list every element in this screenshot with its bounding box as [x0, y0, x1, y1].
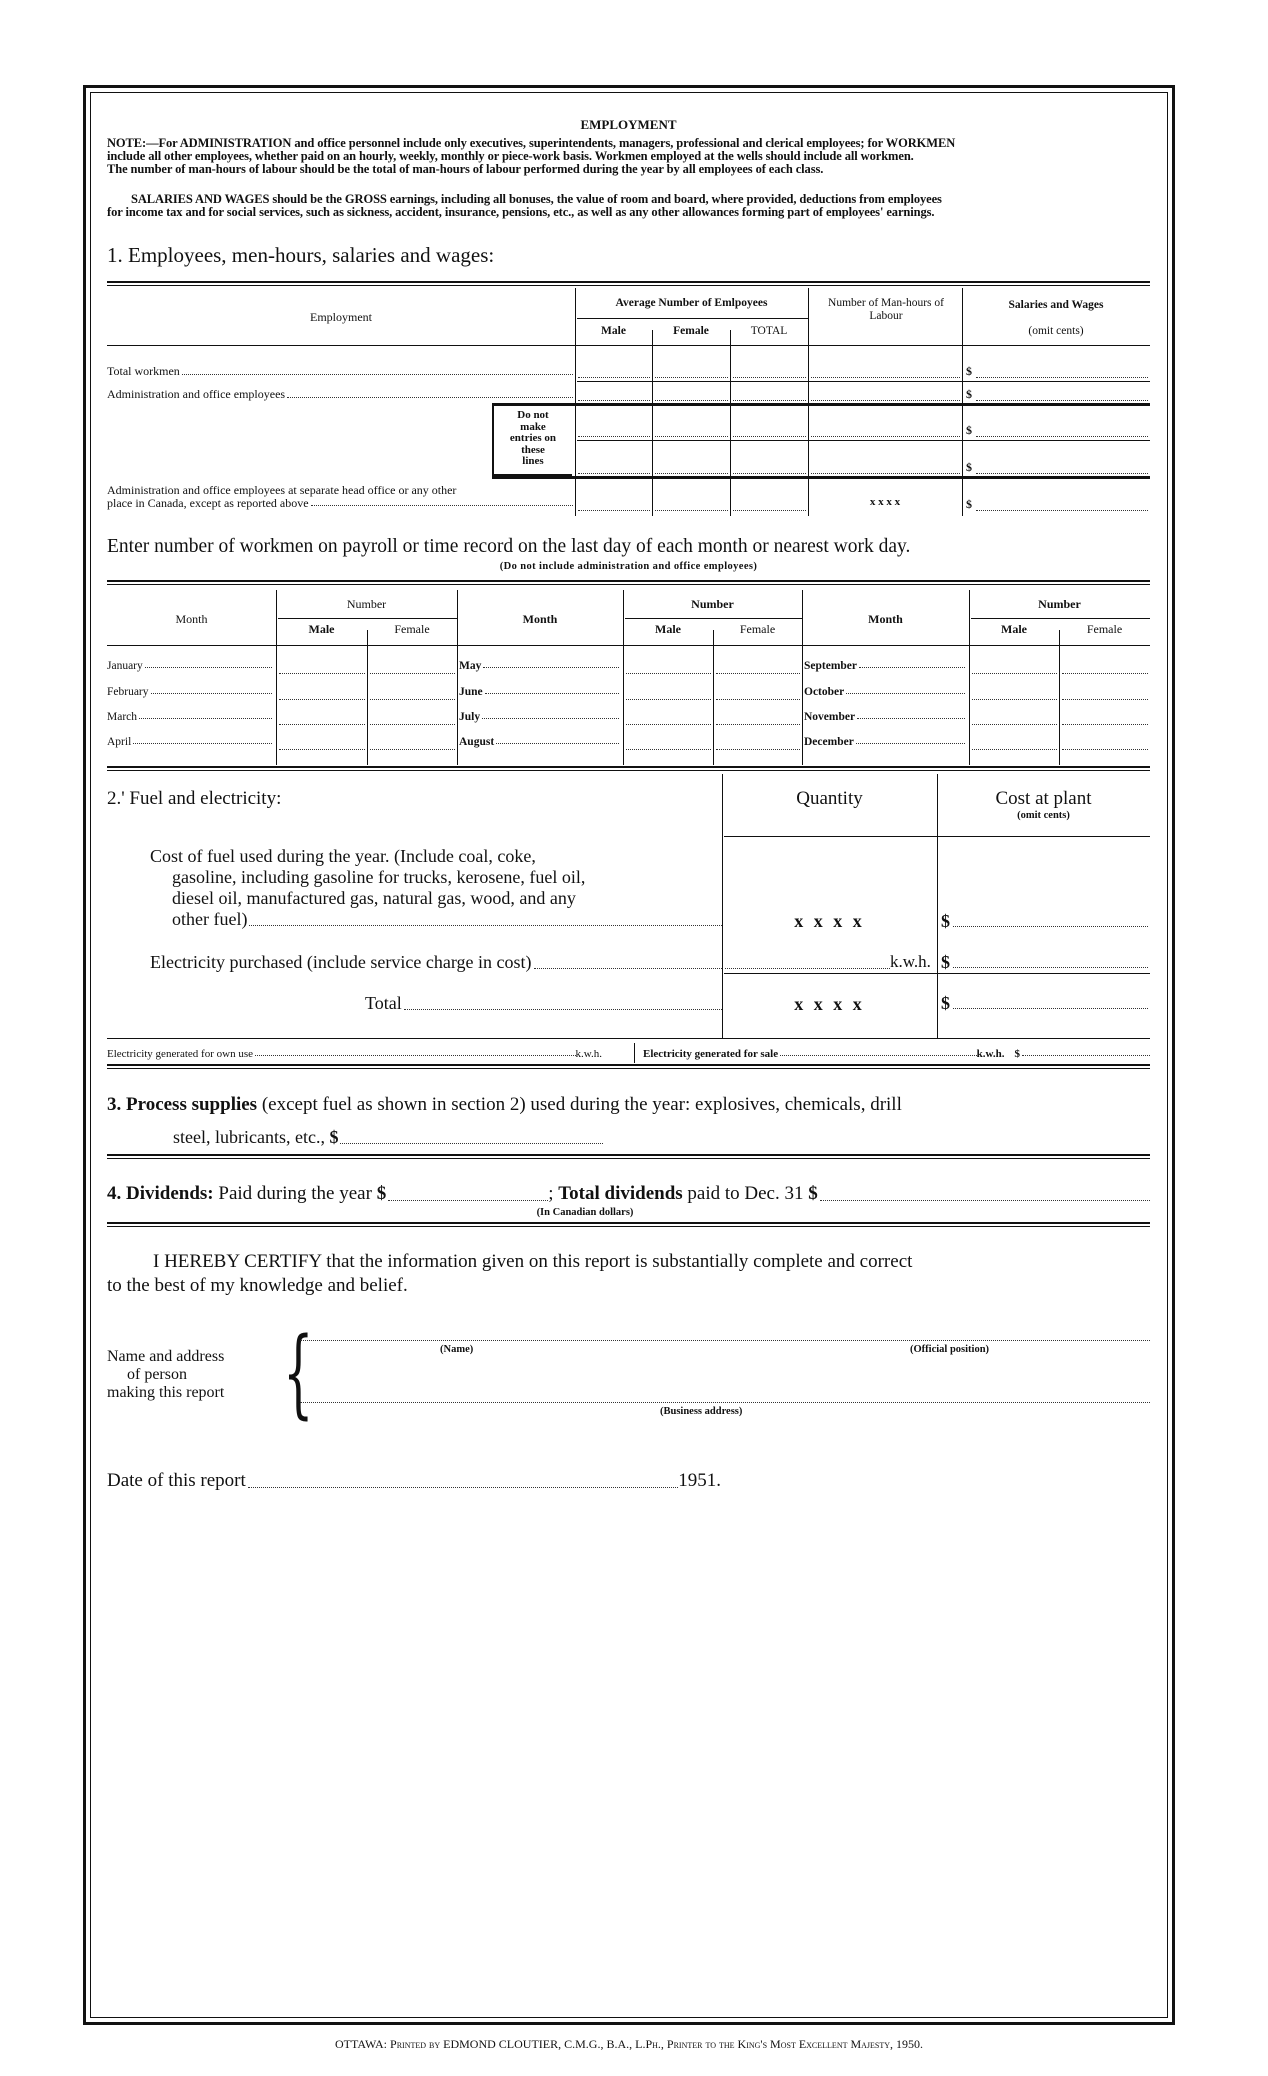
admin-male-field[interactable] — [578, 400, 650, 401]
month-col-divider — [969, 590, 970, 765]
certify-line-2: to the best of my knowledge and belief. — [107, 1275, 408, 1296]
generated-for-sale-row — [643, 1048, 1150, 1060]
note-block — [107, 137, 1167, 176]
report-date-label: Date of this report — [107, 1470, 246, 1491]
september-female-field[interactable] — [1062, 673, 1148, 674]
electricity-quantity-field[interactable] — [725, 968, 890, 969]
month-row-label — [459, 736, 619, 748]
month-row-label — [804, 736, 965, 748]
fuel-line-1: Cost of fuel used during the year. (Include coal, coke, — [150, 846, 536, 866]
note-line-1: NOTE:—For ADMINISTRATION and office personnel include only executives, superintendents, managers, professional and clerical employees; for WORKMEN — [107, 136, 956, 150]
kwh-unit: k.w.h. — [890, 952, 931, 971]
head-office-total-field[interactable] — [733, 510, 806, 511]
leader-dots — [534, 968, 723, 969]
july-male-field[interactable] — [626, 724, 711, 725]
business-address-caption: (Business address) — [660, 1406, 743, 1417]
salaries-note-block — [107, 193, 1167, 219]
february-female-field[interactable] — [370, 699, 455, 700]
month-name: July — [459, 711, 481, 723]
note-line-3: The number of man-hours of labour should be the total of man-hours of labour performed during the year by all employees of each class. — [107, 162, 824, 176]
section-4-row: 4. Dividends: Paid during the year $ ; Total dividends paid to Dec. 31 $ — [107, 1183, 1150, 1205]
payroll-instruction: Enter number of workmen on payroll or time record on the last day of each month or nearest work day. — [107, 536, 911, 557]
month-name: June — [459, 686, 483, 698]
table1-header-employment: Employment — [310, 310, 372, 324]
signature-label-line-1: Name and address — [107, 1348, 225, 1365]
september-male-field[interactable] — [972, 673, 1057, 674]
currency-symbol: $ — [966, 364, 972, 378]
april-male-field[interactable] — [279, 749, 365, 750]
table1-row-thick-rule — [492, 476, 1150, 479]
currency-symbol: $ — [966, 460, 972, 474]
section2-generated-bottom-rule — [107, 1064, 1150, 1069]
do-not-text: entries on — [509, 432, 557, 444]
blocked-row-1-female-field — [655, 436, 728, 437]
table1-header-total: TOTAL — [750, 325, 788, 337]
report-date-field[interactable] — [248, 1487, 678, 1488]
june-female-field[interactable] — [716, 699, 800, 700]
do-not-text: Do not — [517, 409, 549, 421]
month-table-bottom-rule — [107, 766, 1150, 771]
november-male-field[interactable] — [972, 724, 1057, 725]
section-4-heading: 4. Dividends: — [107, 1183, 214, 1204]
name-position-field[interactable] — [300, 1340, 1150, 1341]
january-female-field[interactable] — [370, 673, 455, 674]
leader-dots — [846, 693, 965, 694]
section2-header-rule — [724, 836, 1150, 837]
table1-header-male: Male — [601, 325, 626, 337]
leader-dots — [287, 397, 573, 398]
currency-symbol: $ — [941, 911, 950, 931]
total-workmen-female-field[interactable] — [655, 377, 728, 378]
section-3-text-line-2: steel, lubricants, etc., — [173, 1127, 325, 1147]
february-male-field[interactable] — [279, 699, 365, 700]
signature-label — [107, 1348, 277, 1402]
report-date-year: 1951. — [678, 1470, 721, 1491]
month-header: Month — [522, 612, 558, 626]
table1-header-bottom-rule — [107, 345, 1150, 346]
month-name: March — [107, 711, 138, 723]
table1-col-divider — [962, 288, 963, 516]
electricity-cost-field[interactable] — [953, 967, 1148, 968]
leader-dots — [496, 743, 619, 744]
month-header: Month — [175, 612, 208, 626]
blocked-row-2-female-field — [655, 473, 728, 474]
table1-header-omit-cents: (omit cents) — [1028, 325, 1084, 337]
month-name: September — [804, 660, 858, 672]
certification-text — [107, 1250, 1157, 1298]
official-position-caption: (Official position) — [910, 1344, 990, 1355]
section-3-number: 3. — [107, 1094, 122, 1115]
fuel-total-row — [365, 993, 722, 1014]
table1-header-avg-employees: Average Number of Emlpoyees — [615, 297, 768, 309]
process-supplies-row — [173, 1127, 603, 1148]
admin-total-field[interactable] — [733, 400, 806, 401]
fuel-cost-field[interactable] — [953, 926, 1148, 927]
table1-col-divider — [652, 330, 653, 516]
section-1-heading: 1. Employees, men-hours, salaries and wages: — [107, 243, 495, 267]
currency-symbol: $ — [1014, 1048, 1020, 1060]
leader-dots — [485, 693, 619, 694]
section-3-title: Process supplies — [126, 1094, 258, 1115]
month-row-label — [804, 686, 965, 698]
total-workmen-total-field[interactable] — [733, 377, 806, 378]
row-label: Total workmen — [107, 364, 180, 378]
leader-dots — [311, 505, 573, 506]
currency-symbol: $ — [966, 497, 972, 511]
table1-row-rule — [577, 440, 1150, 441]
generated-for-sale-cost-field[interactable] — [1022, 1055, 1150, 1056]
december-female-field[interactable] — [1062, 749, 1148, 750]
number-subrule — [625, 618, 802, 619]
currency-symbol: $ — [941, 993, 950, 1013]
december-male-field[interactable] — [972, 749, 1057, 750]
month-name: February — [107, 686, 149, 698]
printer-footer: OTTAWA: Printed by EDMOND CLOUTIER, C.M.G., B.A., L.Ph., Printer to the King's Most Excellent Majesty, 1950. — [334, 2037, 924, 2051]
generated-for-sale-kwh-field[interactable] — [780, 1055, 977, 1056]
section-2-heading: 2.' Fuel and electricity: — [107, 788, 282, 809]
cost-at-plant-header: Cost at plant — [995, 788, 1092, 809]
month-row-label — [804, 660, 965, 672]
generated-own-use-field[interactable] — [255, 1055, 576, 1056]
brace-icon: { — [283, 1317, 314, 1429]
row-label: Administration and office employees — [107, 387, 286, 401]
dividends-paid-label: Paid during the year — [218, 1183, 372, 1204]
male-header: Male — [308, 622, 335, 636]
dividends-currency-note: (In Canadian dollars) — [536, 1207, 634, 1218]
admin-salaries-field[interactable] — [976, 400, 1148, 401]
process-supplies-field[interactable] — [340, 1143, 603, 1144]
table1-row-total-workmen — [107, 364, 573, 379]
table1-row-head-office — [107, 484, 573, 510]
table1-header-female: Female — [673, 325, 709, 337]
month-header: Month — [868, 612, 903, 626]
section3-bottom-rule — [107, 1154, 1150, 1159]
table1-col-divider — [730, 330, 731, 516]
row-label-line-1: Administration and office employees at separate head office or any other — [107, 483, 457, 497]
month-row-label — [107, 686, 272, 698]
page-title: EMPLOYMENT — [580, 117, 677, 132]
august-female-field[interactable] — [716, 749, 800, 750]
table1-row-administration — [107, 387, 573, 402]
business-address-field[interactable] — [300, 1402, 1150, 1403]
manhours-not-applicable: x x x x — [869, 496, 901, 508]
fuel-line-4: other fuel) — [172, 909, 248, 929]
head-office-salaries-field[interactable] — [976, 510, 1148, 511]
generated-own-use-row — [107, 1048, 602, 1060]
note-line-2: include all other employees, whether paid on an hourly, weekly, monthly or piece-work basis. Workmen employed at the wells should include all workmen. — [107, 149, 914, 163]
number-header: Number — [1038, 597, 1081, 611]
august-male-field[interactable] — [626, 749, 711, 750]
female-header: Female — [394, 622, 430, 636]
leader-dots — [139, 718, 272, 719]
do-not-make-entries-box — [492, 403, 572, 476]
table1-row-rule — [577, 381, 1150, 382]
october-female-field[interactable] — [1062, 699, 1148, 700]
total-workmen-salaries-field[interactable] — [976, 377, 1148, 378]
head-office-male-field[interactable] — [578, 510, 650, 511]
table1-col-divider — [575, 288, 576, 516]
leader-dots — [859, 667, 965, 668]
month-row-label — [459, 660, 619, 672]
june-male-field[interactable] — [626, 699, 711, 700]
row-label-line-2-wrap — [107, 497, 573, 510]
month-row-label — [459, 686, 619, 698]
month-col-divider — [276, 590, 277, 765]
male-header: Male — [1001, 622, 1027, 636]
payroll-sub-instruction: (Do not include administration and office employees) — [499, 561, 758, 572]
total-workmen-manhours-field[interactable] — [811, 377, 960, 378]
month-name: December — [804, 736, 854, 748]
signature-label-line-3: making this report — [107, 1384, 225, 1401]
fuel-quantity-not-applicable: x x x x — [794, 911, 865, 931]
fuel-total-cost-field[interactable] — [953, 1008, 1148, 1009]
generated-own-use-label: Electricity generated for own use — [107, 1048, 253, 1060]
month-name: October — [804, 686, 845, 698]
blocked-row-1-total-field — [733, 436, 806, 437]
section4-bottom-rule — [107, 1222, 1150, 1227]
generated-divider — [634, 1043, 635, 1063]
table1-header-manhours: Number of Man-hours of Labour — [828, 297, 944, 322]
section-3-heading — [107, 1094, 1157, 1116]
number-header: Number — [346, 597, 387, 611]
blocked-row-2-male-field — [578, 473, 650, 474]
month-col-divider — [623, 590, 624, 765]
currency-symbol: $ — [808, 1183, 818, 1204]
currency-symbol: $ — [966, 423, 972, 437]
month-row-label — [107, 711, 272, 723]
july-female-field[interactable] — [716, 724, 800, 725]
generated-for-sale-label: Electricity generated for sale — [643, 1048, 779, 1060]
table1-row-thick-rule — [492, 403, 1150, 406]
blocked-row-2-total-field — [733, 473, 806, 474]
month-name: April — [107, 736, 132, 748]
leader-dots — [857, 718, 965, 719]
april-female-field[interactable] — [370, 749, 455, 750]
leader-dots — [182, 374, 573, 375]
month-header-bottom-rule — [107, 645, 1150, 646]
leader-dots — [404, 1009, 722, 1010]
number-subrule — [971, 618, 1150, 619]
month-table-top-rule — [107, 580, 1150, 585]
table1-col-divider — [808, 288, 809, 516]
month-row-label — [107, 660, 272, 672]
currency-symbol: $ — [941, 952, 950, 972]
month-col-divider — [1059, 630, 1060, 765]
month-name: November — [804, 711, 856, 723]
fuel-cost-label — [150, 846, 722, 930]
do-not-text: make — [520, 420, 546, 433]
electricity-purchased-row — [150, 952, 722, 973]
month-row-label — [804, 711, 965, 723]
section-3-text: (except fuel as shown in section 2) used during the year: explosives, chemicals, drill — [261, 1094, 902, 1115]
salaries-note-line-1: SALARIES AND WAGES should be the GROSS earnings, including all bonuses, the value of room and board, where provided, deductions from employees — [131, 192, 942, 206]
quantity-header: Quantity — [796, 788, 863, 809]
admin-female-field[interactable] — [655, 400, 728, 401]
blocked-row-1-male-field — [578, 436, 650, 437]
blocked-row-1-salaries-field[interactable] — [976, 436, 1148, 437]
january-male-field[interactable] — [279, 673, 365, 674]
leader-dots — [145, 667, 272, 668]
kwh-unit: k.w.h. — [976, 1048, 1005, 1060]
number-subrule — [278, 618, 457, 619]
table1-header-subrule — [577, 318, 808, 319]
fuel-line-2: gasoline, including gasoline for trucks, kerosene, fuel oil, — [172, 867, 586, 887]
report-date-row — [107, 1470, 721, 1492]
month-name: August — [459, 736, 495, 748]
leader-dots — [856, 743, 965, 744]
name-caption: (Name) — [440, 1344, 474, 1355]
total-dividends-label: Total dividends — [558, 1183, 683, 1204]
admin-manhours-field[interactable] — [811, 400, 960, 401]
cost-omit-cents: (omit cents) — [1017, 810, 1070, 821]
leader-dots — [133, 743, 272, 744]
currency-symbol: $ — [966, 387, 972, 401]
certify-line-1: I HEREBY CERTIFY that the information given on this report is substantially complete and correct — [153, 1251, 913, 1272]
november-female-field[interactable] — [1062, 724, 1148, 725]
month-row-label — [459, 711, 619, 723]
table1-top-rule — [107, 281, 1150, 286]
october-male-field[interactable] — [972, 699, 1057, 700]
currency-symbol: $ — [329, 1127, 339, 1147]
fuel-line-4-wrap — [150, 909, 722, 930]
total-workmen-male-field[interactable] — [578, 377, 650, 378]
row-label-line-2: place in Canada, except as reported above — [107, 496, 309, 510]
leader-dots — [483, 667, 619, 668]
total-dividends-field[interactable] — [820, 1200, 1150, 1201]
currency-symbol: $ — [376, 1183, 387, 1204]
do-not-text: these — [521, 443, 545, 456]
month-name: January — [107, 660, 143, 672]
march-male-field[interactable] — [279, 724, 365, 725]
leader-dots — [482, 718, 619, 719]
blocked-row-1-manhours-field — [811, 436, 960, 437]
section2-total-rule — [724, 973, 1150, 974]
number-header: Number — [691, 597, 734, 611]
month-col-divider — [713, 630, 714, 765]
female-header: Female — [739, 622, 776, 636]
total-label: Total — [365, 993, 402, 1013]
total-quantity-not-applicable: x x x x — [794, 994, 865, 1014]
blocked-row-2-manhours-field — [811, 473, 960, 474]
total-dividends-suffix: paid to Dec. 31 — [687, 1183, 804, 1204]
leader-dots — [151, 693, 272, 694]
may-male-field[interactable] — [626, 673, 711, 674]
leader-dots — [249, 925, 722, 926]
month-col-divider — [367, 630, 368, 765]
blocked-row-2-salaries-field[interactable] — [976, 473, 1148, 474]
month-row-label — [107, 736, 272, 748]
fuel-line-3: diesel oil, manufactured gas, natural gas, wood, and any — [172, 888, 576, 908]
electricity-purchased-label: Electricity purchased (include service charge in cost) — [150, 952, 532, 972]
may-female-field[interactable] — [716, 673, 800, 674]
month-name: May — [459, 660, 482, 672]
kwh-unit: k.w.h. — [575, 1048, 602, 1060]
male-header: Male — [655, 622, 681, 636]
table1-header-salaries: Salaries and Wages — [1008, 299, 1104, 311]
salaries-note-line-2: for income tax and for social services, such as sickness, accident, insurance, pensions, etc., as well as any other allowances forming part of employees' earnings. — [107, 205, 935, 219]
dividends-paid-field[interactable] — [388, 1200, 548, 1201]
do-not-text: lines — [522, 455, 544, 467]
march-female-field[interactable] — [370, 724, 455, 725]
section2-bottom-rule — [107, 1038, 1150, 1039]
female-header: Female — [1086, 622, 1123, 636]
signature-label-line-2: of person — [127, 1366, 187, 1383]
head-office-female-field[interactable] — [655, 510, 728, 511]
